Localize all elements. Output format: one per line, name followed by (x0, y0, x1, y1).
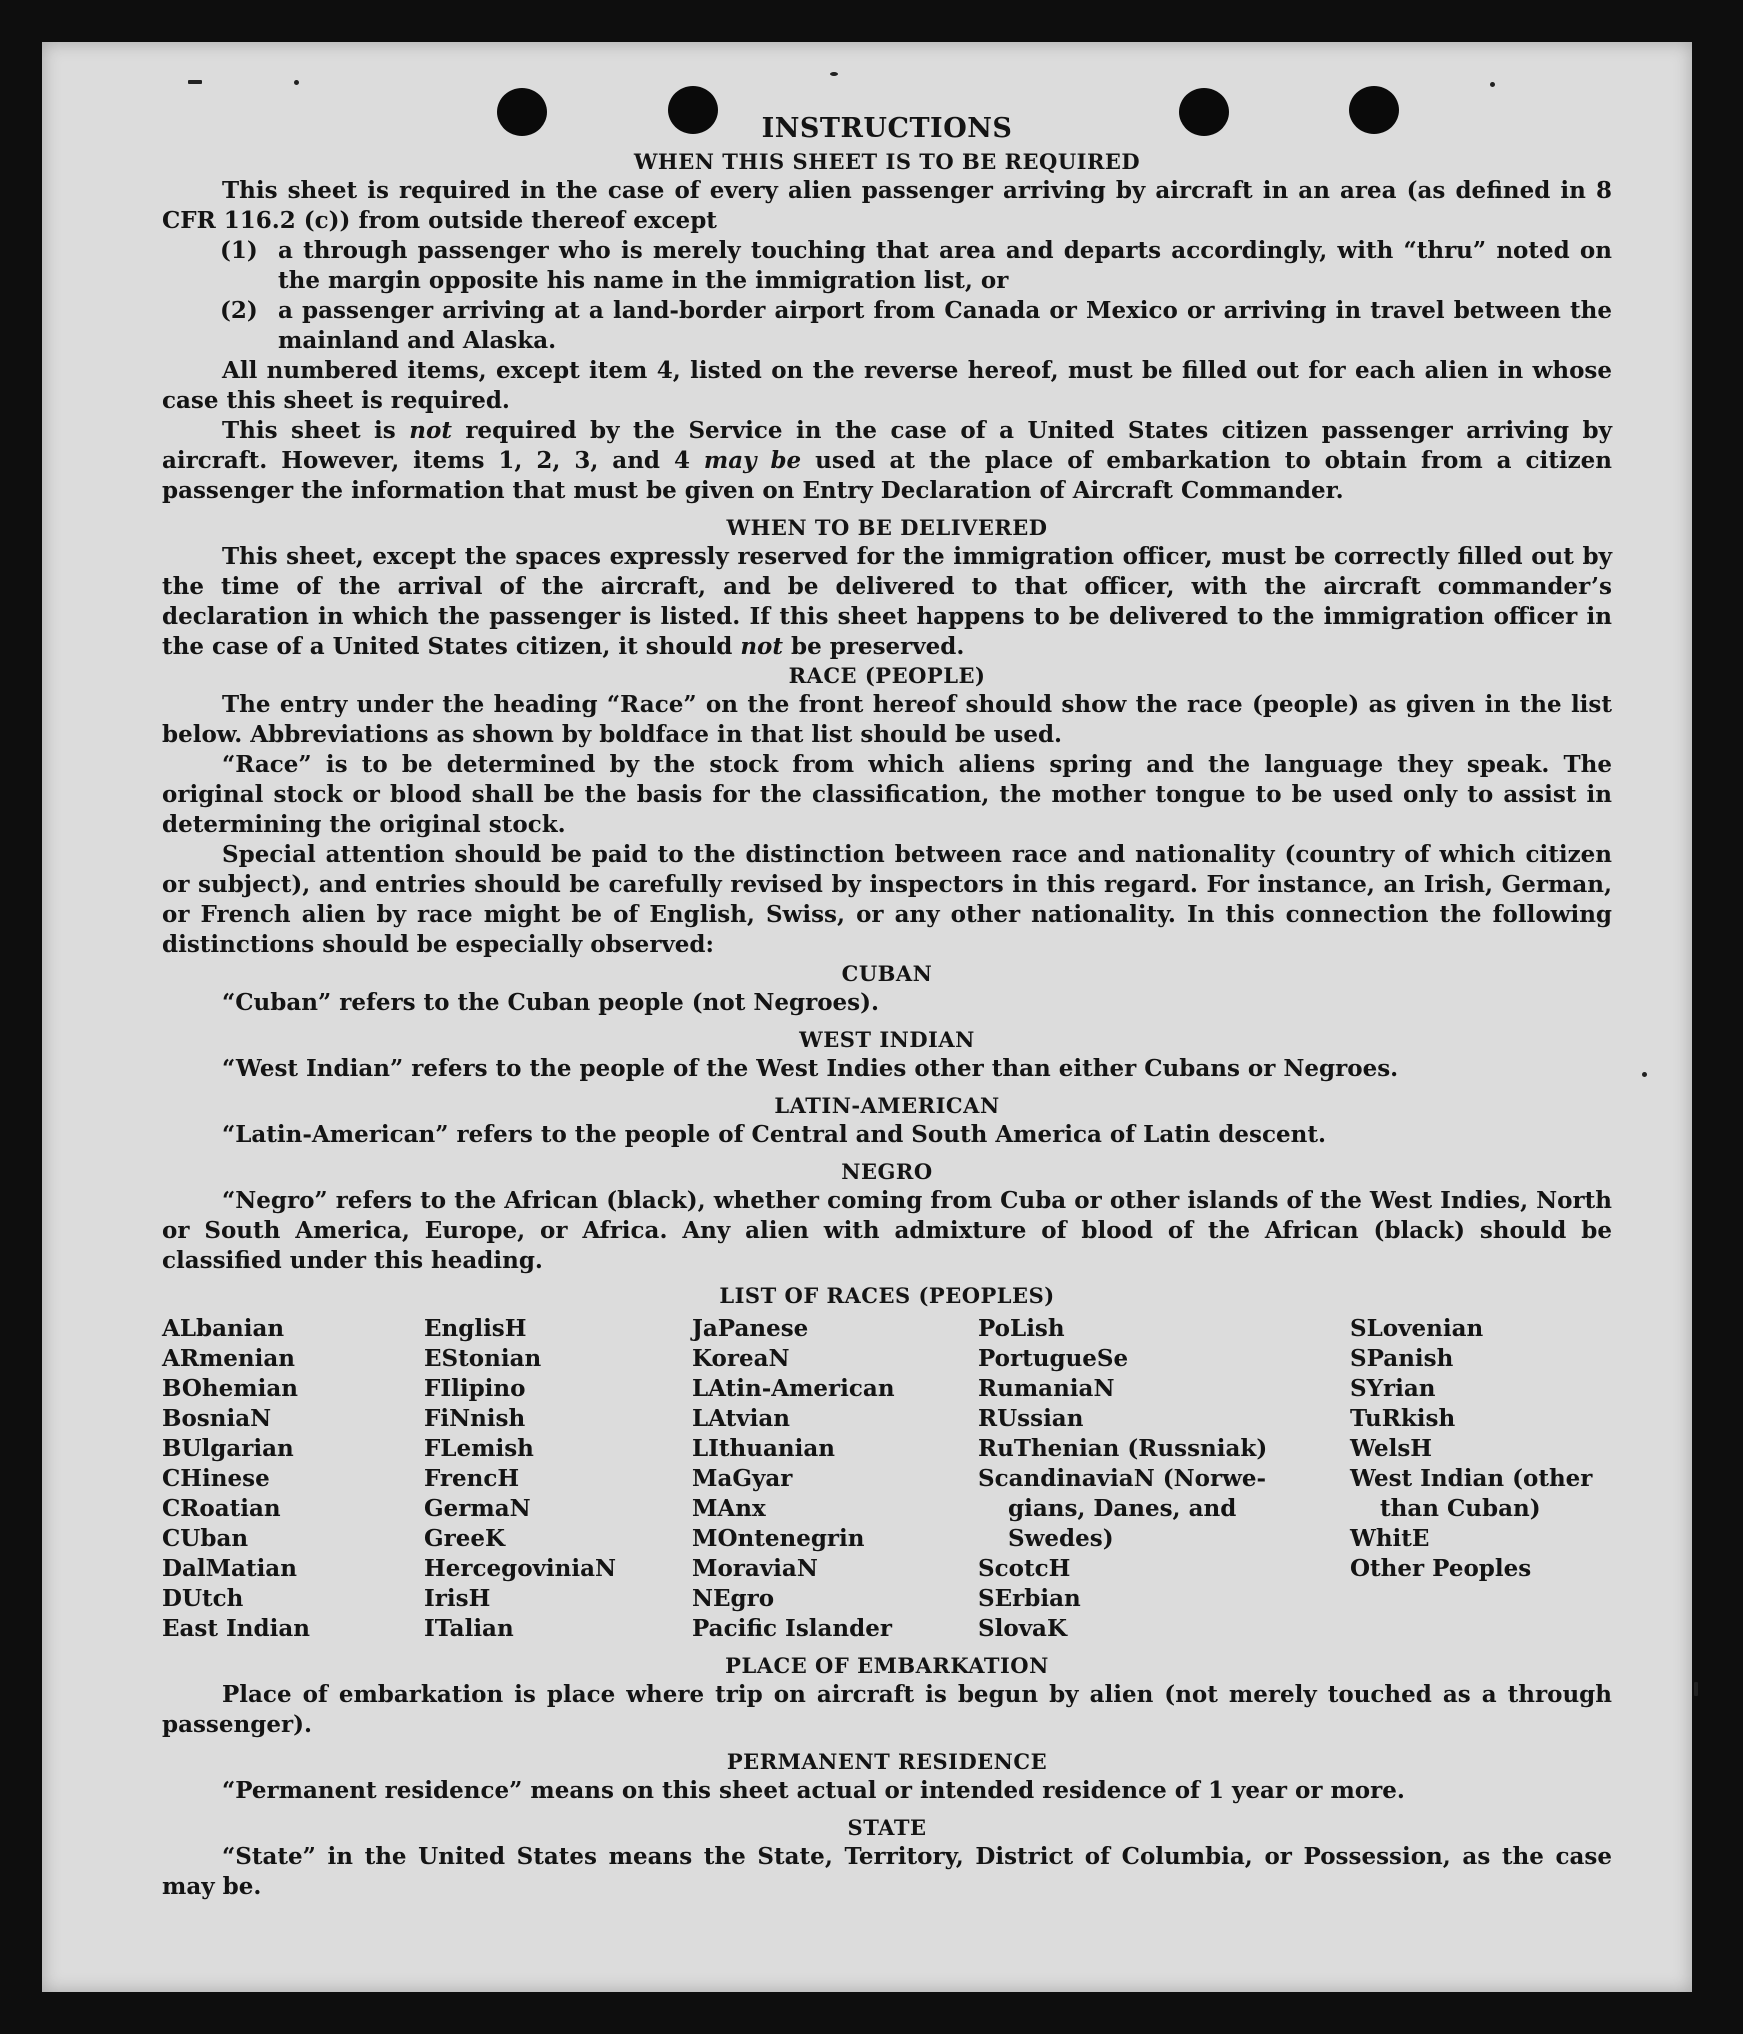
race-entry: NEgro (692, 1585, 775, 1612)
item-text: a passenger arriving at a land-border airport from Canada or Mexico or arriving in travel between the mainland and Alaska. (278, 297, 1612, 354)
race-entry: DUtch (162, 1585, 244, 1612)
required-paragraph-2: All numbered items, except item 4, listed on the reverse hereof, must be filled out for each alien in whose case this sheet is required. (162, 357, 1612, 414)
race-entry: FIlipino (424, 1375, 526, 1402)
race-entry: EnglisH (424, 1315, 527, 1342)
section-heading-races-list: LIST OF RACES (PEOPLES) (719, 1283, 1055, 1308)
race-entry: CRoatian (162, 1495, 281, 1522)
race-entry: DalMatian (162, 1555, 297, 1582)
speck (188, 80, 202, 84)
race-entry: ARmenian (162, 1345, 296, 1372)
speck (1694, 1682, 1698, 1696)
race-entry: LIthuanian (692, 1435, 835, 1462)
west-indian-text: “West Indian” refers to the people of the West Indies other than either Cubans or Negroes. (222, 1055, 1399, 1082)
race-entry: MOntenegrin (692, 1525, 865, 1552)
delivered-paragraph: This sheet, except the spaces expressly reserved for the immigration officer, must be correctly filled out by the time of the arrival of the aircraft, and be delivered to that officer, with the aircraft commander’s declaration in which the passenger is listed. If this sheet happens to be delivered to the immigration officer in the case of a United States citizen, it should not be preserved. (162, 543, 1612, 660)
cuban-text: “Cuban” refers to the Cuban people (not Negroes). (222, 989, 880, 1016)
section-heading-west-indian: WEST INDIAN (799, 1027, 975, 1052)
required-intro: This sheet is required in the case of every alien passenger arriving by aircraft in an area (as defined in 8 CFR 116.2 (c)) from outside thereof except (162, 177, 1612, 234)
race-entry: FrencH (424, 1465, 520, 1492)
section-heading-latin-american: LATIN-AMERICAN (774, 1093, 1000, 1118)
section-heading-delivered: WHEN TO BE DELIVERED (726, 515, 1048, 540)
embarkation-text: Place of embarkation is place where trip on aircraft is begun by alien (not merely touched as a through passenger). (162, 1681, 1612, 1738)
race-entry: GreeK (424, 1525, 506, 1552)
item-text: a through passenger who is merely touching that area and departs accordingly, with “thru” noted on the margin opposite his name in the immigration list, or (278, 237, 1612, 294)
section-heading-negro: NEGRO (841, 1159, 933, 1184)
exception-item-2 (220, 296, 1612, 356)
section-heading-state: STATE (847, 1815, 927, 1840)
race-entry: GermaN (424, 1495, 531, 1522)
race-entry: Pacific Islander (692, 1615, 892, 1642)
races-column-5 (1350, 1314, 1612, 1644)
state-text: “State” in the United States means the State, Territory, District of Columbia, or Possession, as the case may be. (162, 1843, 1612, 1900)
race-entry: MoraviaN (692, 1555, 818, 1582)
race-entry: CUban (162, 1525, 249, 1552)
speck (1642, 1072, 1647, 1077)
race-entry: Other Peoples (1350, 1555, 1532, 1582)
race-entry: SErbian (978, 1585, 1081, 1612)
race-entry: IrisH (424, 1585, 491, 1612)
race-entry: ScotcH (978, 1555, 1071, 1582)
race-entry: ITalian (424, 1615, 514, 1642)
section-heading-embarkation: PLACE OF EMBARKATION (725, 1653, 1049, 1678)
speck (830, 72, 838, 76)
race-entry: FLemish (424, 1435, 534, 1462)
section-heading-race: RACE (PEOPLE) (788, 663, 986, 688)
race-entry: CHinese (162, 1465, 270, 1492)
race-paragraph-2: “Race” is to be determined by the stock from which aliens spring and the language they speak. The original stock or blood shall be the basis for the classification, the mother tongue to be used only to assist in determining the original stock. (162, 751, 1612, 838)
race-entry: BOhemian (162, 1375, 298, 1402)
race-entry: RuThenian (Russniak) (978, 1435, 1268, 1462)
race-entry: MAnx (692, 1495, 766, 1522)
negro-text: “Negro” refers to the African (black), whether coming from Cuba or other islands of the West Indies, North or South America, Europe, or Africa. Any alien with admixture of blood of the African (black) should be classified under this heading. (162, 1187, 1612, 1274)
item-number: (2) (220, 297, 258, 324)
race-entry: JaPanese (692, 1315, 809, 1342)
instructions-body (162, 112, 1612, 1902)
latin-american-text: “Latin-American” refers to the people of Central and South America of Latin descent. (222, 1121, 1326, 1148)
section-heading-cuban: CUBAN (841, 961, 933, 986)
race-entry: PortugueSe (978, 1345, 1129, 1372)
race-entry-continued: gians, Danes, and (1008, 1495, 1237, 1522)
race-entry: SPanish (1350, 1345, 1454, 1372)
race-entry-continued: than Cuban) (1380, 1495, 1541, 1522)
race-entry: FiNnish (424, 1405, 526, 1432)
race-entry: BosniaN (162, 1405, 272, 1432)
race-entry: HercegoviniaN (424, 1555, 617, 1582)
race-entry: ScandinaviaN (Norwe- (978, 1465, 1267, 1492)
race-entry: MaGyar (692, 1465, 793, 1492)
race-entry: SlovaK (978, 1615, 1067, 1642)
race-entry: TuRkish (1350, 1405, 1456, 1432)
race-entry: East Indian (162, 1615, 310, 1642)
document-page (42, 42, 1692, 1992)
page-title: INSTRUCTIONS (761, 113, 1013, 144)
races-column-4 (978, 1314, 1350, 1644)
race-entry: RUssian (978, 1405, 1084, 1432)
race-entry: LAtvian (692, 1405, 790, 1432)
race-entry: WhitE (1350, 1525, 1430, 1552)
race-entry: RumaniaN (978, 1375, 1115, 1402)
races-column-1 (162, 1314, 424, 1644)
residence-text: “Permanent residence” means on this sheet actual or intended residence of 1 year or more. (222, 1777, 1405, 1804)
races-table (162, 1314, 1612, 1644)
race-entry: ALbanian (162, 1315, 285, 1342)
race-entry: West Indian (other (1350, 1465, 1593, 1492)
race-entry: SLovenian (1350, 1315, 1484, 1342)
race-entry: SYrian (1350, 1375, 1436, 1402)
required-paragraph-3: This sheet is not required by the Service in the case of a United States citizen passenger arriving by aircraft. However, items 1, 2, 3, and 4 may be used at the place of embarkation to obtain from a citizen passenger the information that must be given on Entry Declaration of Aircraft Commander. (162, 417, 1613, 504)
races-column-2 (424, 1314, 692, 1644)
race-entry: WelsH (1350, 1435, 1433, 1462)
race-entry: KoreaN (692, 1345, 790, 1372)
race-entry-continued: Swedes) (1008, 1525, 1114, 1552)
race-paragraph-3: Special attention should be paid to the distinction between race and nationality (country of which citizen or subject), and entries should be carefully revised by inspectors in this regard. For instance, an Irish, German, or French alien by race might be of English, Swiss, or any other nationality. In this connection the following distinctions should be especially observed: (162, 841, 1612, 958)
race-entry: LAtin-American (692, 1375, 895, 1402)
exception-item-1 (220, 236, 1612, 296)
item-number: (1) (220, 237, 258, 264)
section-heading-residence: PERMANENT RESIDENCE (726, 1749, 1048, 1774)
races-column-3 (692, 1314, 978, 1644)
race-entry: EStonian (424, 1345, 542, 1372)
section-heading-required: WHEN THIS SHEET IS TO BE REQUIRED (633, 149, 1141, 174)
race-paragraph-1: The entry under the heading “Race” on the front hereof should show the race (people) as given in the list below. Abbreviations as shown by boldface in that list should be used. (162, 691, 1612, 748)
speck (1490, 82, 1495, 87)
race-entry: PoLish (978, 1315, 1065, 1342)
speck (294, 80, 299, 85)
race-entry: BUlgarian (162, 1435, 294, 1462)
